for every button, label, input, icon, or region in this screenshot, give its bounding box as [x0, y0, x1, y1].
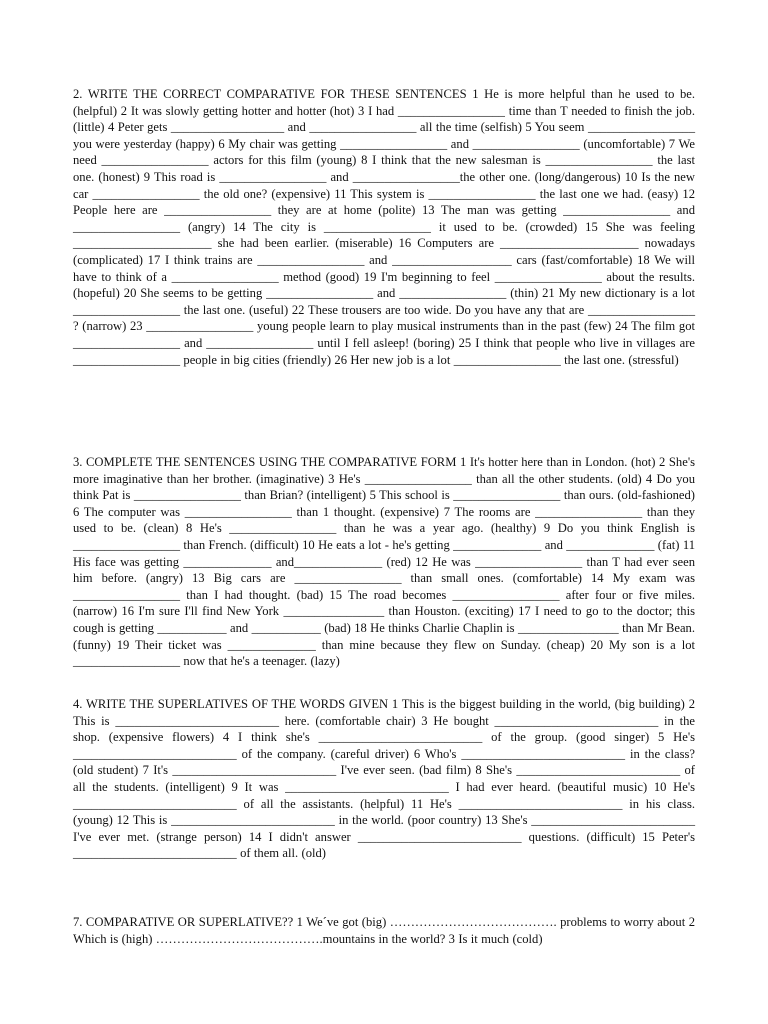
exercise-3-comparative-form — [73, 454, 695, 670]
exercise-4-superlatives — [73, 696, 695, 862]
exercise-3-text: 3. COMPLETE THE SENTENCES USING THE COMPARATIVE FORM 1 It's hotter here than in London. (hot) 2 She's more imaginative than her brother. (imaginative) 3 He's _________________ than all the other students. (old) 4 Do you think Pat is _________________ than Brian? (intelligent) 5 This school is _________________ than ours. (old-fashioned) 6 The computer was _________________ than 1 thought. (expensive) 7 The rooms are _________________ than they used to be. (clean) 8 He's _________________ than he was a year ago. (healthy) 9 Do you think English is _________________ than French. (difficult) 10 He eats a lot - he's getting ______________ and ______________ (fat) 11 His face was getting ______________ and______________ (red) 12 He was _________________ than T had ever seen him before. (angry) 13 Big cars are _________________ than small ones. (comfortable) 14 My exam was _________________ than I had thought. (bad) 15 The road becomes _________________ after four or five miles. (narrow) 16 I'm sure I'll find New York ________________ than Houston. (exciting) 17 I need to go to the doctor; this cough is getting ___________ and ___________ (bad) 18 He thinks Charlie Chaplin is ________________ than Mr Bean. (funny) 19 Their ticket was ______________ than mine because they flew on Sunday. (cheap) 20 My son is a lot _________________ now that he's a teenager. (lazy) — [73, 455, 695, 669]
exercise-2-comparatives — [73, 86, 695, 368]
exercise-7-comparative-or-superlative — [73, 914, 695, 947]
exercise-7-text: 7. COMPARATIVE OR SUPERLATIVE?? 1 We´ve got (big) …………………………………. problems to worry about 2 Which is (high) ………………………………….mountains in the world? 3 Is it much (cold) — [73, 915, 695, 946]
exercise-4-text: 4. WRITE THE SUPERLATIVES OF THE WORDS GIVEN 1 This is the biggest building in the world, (big building) 2 This is __________________________ here. (comfortable chair) 3 He bought __________________________ in the shop. (expensive flowers) 4 I think she's __________________________ of the group. (good singer) 5 He's __________________________ of the company. (careful driver) 6 Who's __________________________ in the class? (old student) 7 It's __________________________ I've ever seen. (bad film) 8 She's __________________________ of all the students. (intelligent) 9 It was __________________________ I had ever heard. (beautiful music) 10 He's __________________________ of all the assistants. (helpful) 11 He's __________________________ in his class. (young) 12 This is __________________________ in the world. (poor country) 13 She's __________________________ I've ever met. (strange person) 14 I didn't answer __________________________ questions. (difficult) 15 Peter's __________________________ of them all. (old) — [73, 697, 695, 861]
exercise-2-text: 2. WRITE THE CORRECT COMPARATIVE FOR THESE SENTENCES 1 He is more helpful than he used to be. (helpful) 2 It was slowly getting hotter and hotter (hot) 3 I had _________________ time than T needed to finish the job.(little) 4 Peter gets __________________ and _________________ all the time (selfish) 5 You seem _________________ you were yesterday (happy) 6 My chair was getting _________________ and _________________ (uncomfortable) 7 We need _________________ actors for this film (young) 8 I think that the new salesman is _________________ the last one. (honest) 9 This road is _________________ and _________________the other one. (long/dangerous) 10 Is the new car _________________ the old one? (expensive) 11 This system is _________________ the last one we had. (easy) 12 People here are _________________ they are at home (polite) 13 The man was getting _________________ and _________________ (angry) 14 The city is _________________ it used to be. (crowded) 15 She was feeling ______________________ she had been earlier. (miserable) 16 Computers are ______________________ nowadays (complicated) 17 I think trains are _________________ and ___________________ cars (fast/comfortable) 18 We will have to think of a _________________ method (good) 19 I'm beginning to feel _________________ about the results. (hopeful) 20 She seems to be getting _________________ and _________________ (thin) 21 My new dictionary is a lot _________________ the last one. (useful) 22 These trousers are too wide. Do you have any that are _________________ ? (narrow) 23 _________________ young people learn to play musical instruments than in the past (few) 24 The film got _________________ and _________________ until I fell asleep! (boring) 25 I think that people who live in villages are _________________ people in big cities (friendly) 26 Her new job is a lot _________________ the last one. (stressful) — [73, 87, 695, 367]
